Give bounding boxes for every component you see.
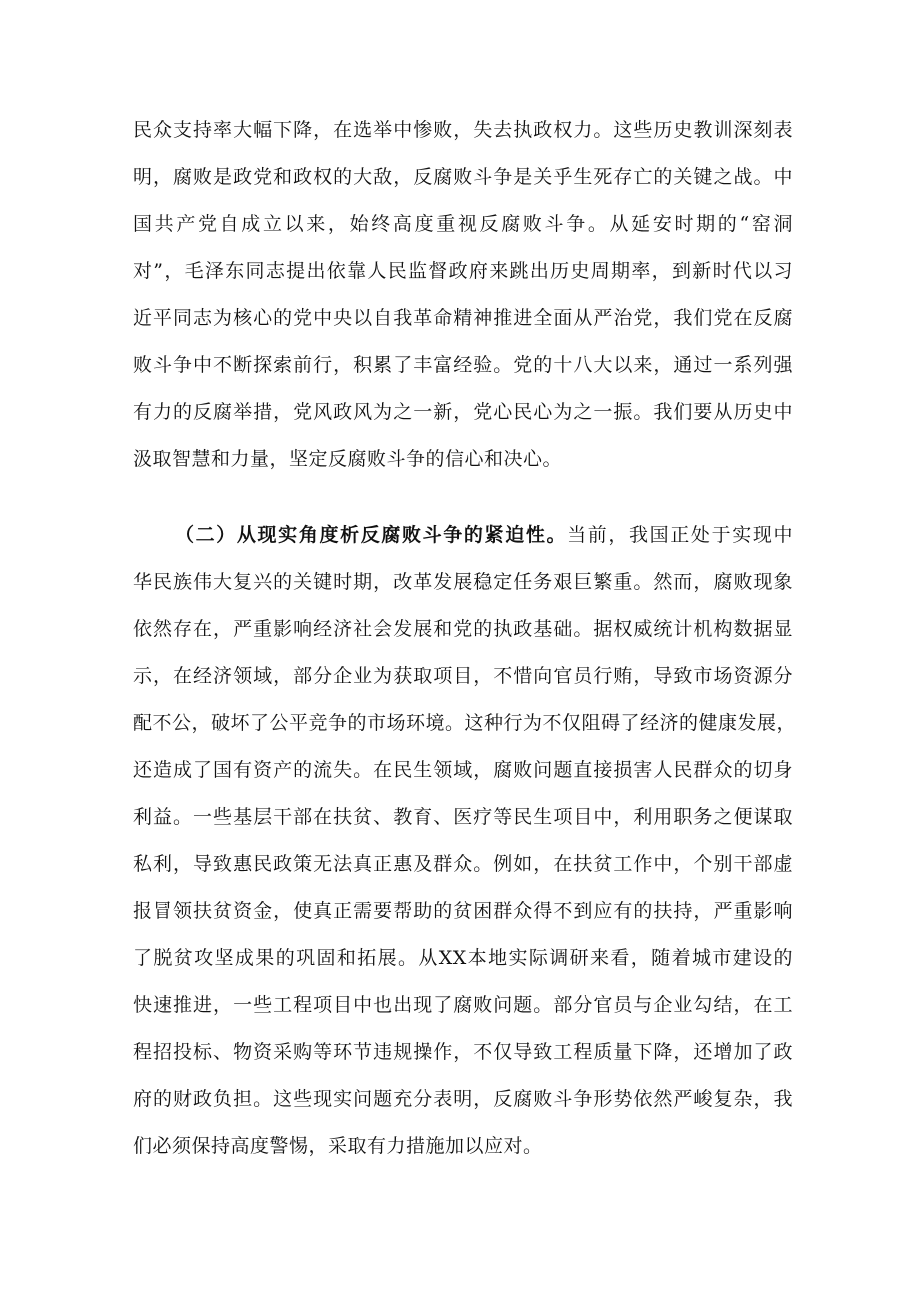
text-line: 利益。一些基层干部在扶贫、教育、医疗等民生项目中，利用职务之便谋取 [133,806,793,828]
text-line: 示，在经济领域，部分企业为获取项目，不惜向官员行贿，导致市场资源分 [133,665,793,687]
text-line: 有力的反腐举措，党风政风为之一新，党心民心为之一振。我们要从历史中 [133,401,793,423]
first-line [133,512,793,559]
first-line-text: 当前，我国正处于实现中 [567,524,793,546]
text-line: 私利，导致惠民政策无法真正惠及群众。例如，在扶贫工作中，个别干部虚 [133,853,793,875]
paragraph-history-lessons [133,107,793,483]
text-line: 近平同志为核心的党中央以自我革命精神推进全面从严治党，我们党在反腐 [133,307,793,329]
text-line: 华民族伟大复兴的关键时期，改革发展稳定任务艰巨繁重。然而，腐败现象 [133,571,793,593]
text-line: 府的财政负担。这些现实问题充分表明，反腐败斗争形势依然严峻复杂，我 [133,1088,793,1110]
text-line: 败斗争中不断探索前行，积累了丰富经验。党的十八大以来，通过一系列强 [133,354,793,376]
text-line: 快速推进，一些工程项目中也出现了腐败问题。部分官员与企业勾结，在工 [133,994,793,1016]
text-line: 了脱贫攻坚成果的巩固和拓展。从XX本地实际调研来看，随着城市建设的 [133,947,793,969]
text-line: 程招投标、物资采购等环节违规操作，不仅导致工程质量下降，还增加了政 [133,1041,793,1063]
text-line: 报冒领扶贫资金，使真正需要帮助的贫困群众得不到应有的扶持，严重影响 [133,900,793,922]
paragraph-urgency [133,512,797,1170]
text-line: 们必须保持高度警惕，采取有力措施加以应对。 [133,1135,543,1157]
section-heading: （二）从现实角度析反腐败斗争的紧迫性。 [175,524,568,546]
text-line: 民众支持率大幅下降，在选举中惨败，失去执政权力。这些历史教训深刻表 [133,119,793,141]
text-line: 国共产党自成立以来，始终高度重视反腐败斗争。从延安时期的“窑洞 [133,213,793,235]
text-line: 依然存在，严重影响经济社会发展和党的执政基础。据权威统计机构数据显 [133,618,793,640]
text-line: 汲取智慧和力量，坚定反腐败斗争的信心和决心。 [133,448,563,470]
text-line: 还造成了国有资产的流失。在民生领域，腐败问题直接损害人民群众的切身 [133,759,793,781]
text-line: 对”，毛泽东同志提出依靠人民监督政府来跳出历史周期率，到新时代以习 [133,260,793,282]
text-line: 明，腐败是政党和政权的大敌，反腐败斗争是关乎生死存亡的关键之战。中 [133,166,793,188]
text-line: 配不公，破坏了公平竞争的市场环境。这种行为不仅阻碍了经济的健康发展， [133,712,797,734]
